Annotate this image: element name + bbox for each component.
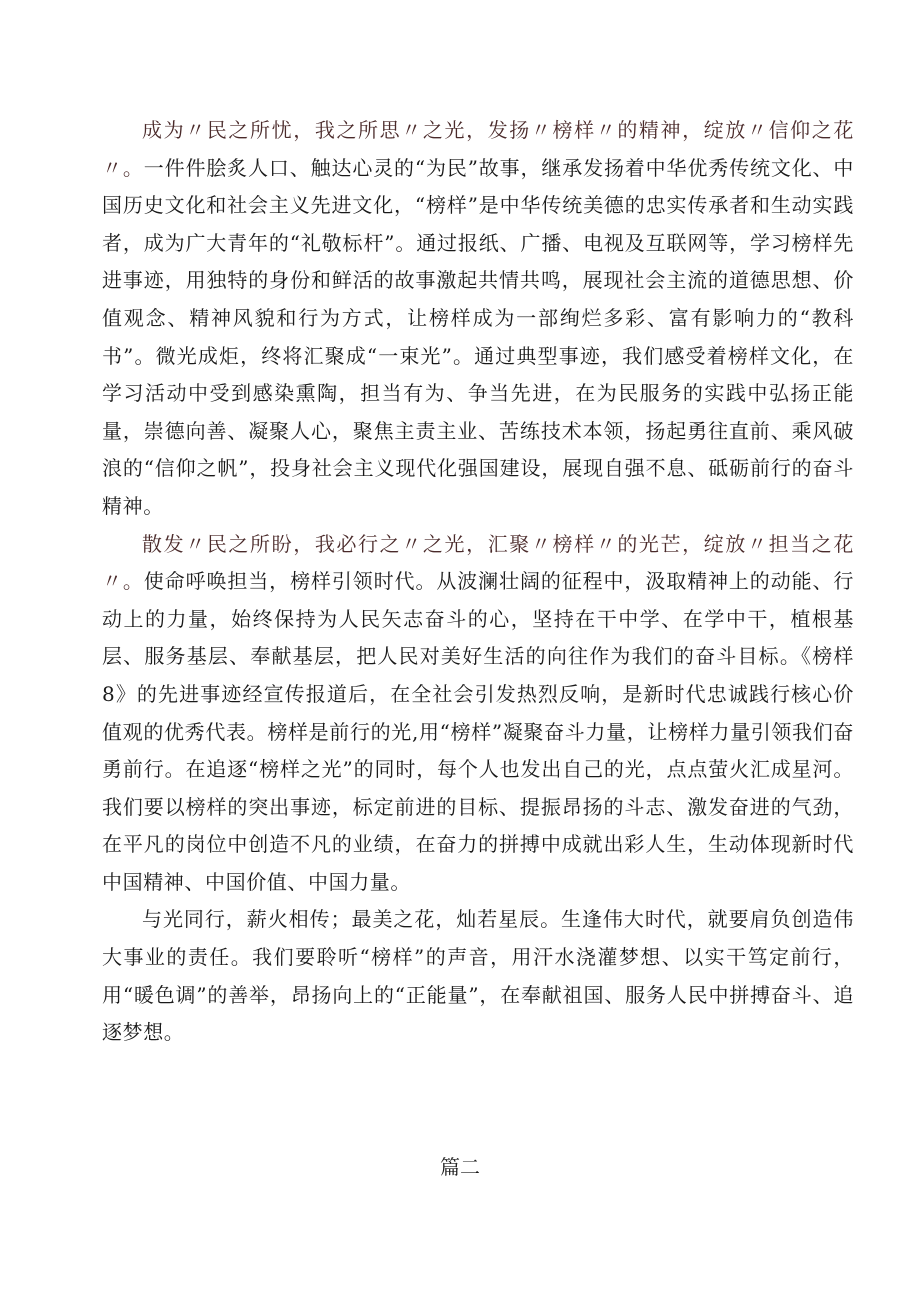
paragraph-1-lead: 成为〃民之所忧，我之所思〃之光，发扬〃榜样〃的精神，绽放〃信仰之花〃。 [102,118,854,180]
paragraph-2 [102,526,854,902]
paragraph-1-body: 一件件脍炙人口、触达心灵的“为民”故事，继承发扬着中华优秀传统文化、中国历史文化和社会主义先进文化，“榜样”是中华传统美德的忠实传承者和生动实践者，成为广大青年的“礼敬标杆”。通过报纸、广播、电视及互联网等，学习榜样先进事迹，用独特的身份和鲜活的故事激起共情共鸣，展现社会主流的道德思想、价值观念、精神风貌和行为方式，让榜样成为一部绚烂多彩、富有影响力的“教科书”。微光成炬，终将汇聚成“一束光”。通过典型事迹，我们感受着榜样文化，在学习活动中受到感染熏陶，担当有为、争当先进，在为民服务的实践中弘扬正能量，崇德向善、凝聚人心，聚焦主责主业、苦练技术本领，扬起勇往直前、乘风破浪的“信仰之帆”，投身社会主义现代化强国建设，展现自强不息、砥砺前行的奋斗精神。 [102,155,855,518]
paragraph-2-lead: 散发〃民之所盼，我必行之〃之光，汇聚〃榜样〃的光芒，绽放〃担当之花〃。 [102,531,854,594]
paragraph-1 [102,112,854,526]
section-title: 篇二 [440,1155,480,1179]
document-body [102,112,854,1052]
paragraph-3 [102,901,854,1051]
paragraph-2-body: 使命呼唤担当，榜样引领时代。从波澜壮阔的征程中，汲取精神上的动能、行动上的力量，始终保持为人民矢志奋斗的心，坚持在干中学、在学中干，植根基层、服务基层、奉献基层，把人民对美好生活的向往作为我们的奋斗目标。《榜样8》的先进事迹经宣传报道后，在全社会引发热烈反响，是新时代忠诚践行核心价值观的优秀代表。榜样是前行的光,用“榜样”凝聚奋斗力量，让榜样力量引领我们奋勇前行。在追逐“榜样之光”的同时，每个人也发出自己的光，点点萤火汇成星河。我们要以榜样的突出事迹，标定前进的目标、提振昂扬的斗志、激发奋进的气劲，在平凡的岗位中创造不凡的业绩，在奋力的拼搏中成就出彩人生，生动体现新时代中国精神、中国价值、中国力量。 [102,569,854,894]
paragraph-3-body: 与光同行，薪火相传；最美之花，灿若星辰。生逢伟大时代，就要肩负创造伟大事业的责任。我们要聆听“榜样”的声音，用汗水浇灌梦想、以实干笃定前行，用“暖色调”的善举，昂扬向上的“正能量”，在奉献祖国、服务人民中拼搏奋斗、追逐梦想。 [102,907,854,1045]
